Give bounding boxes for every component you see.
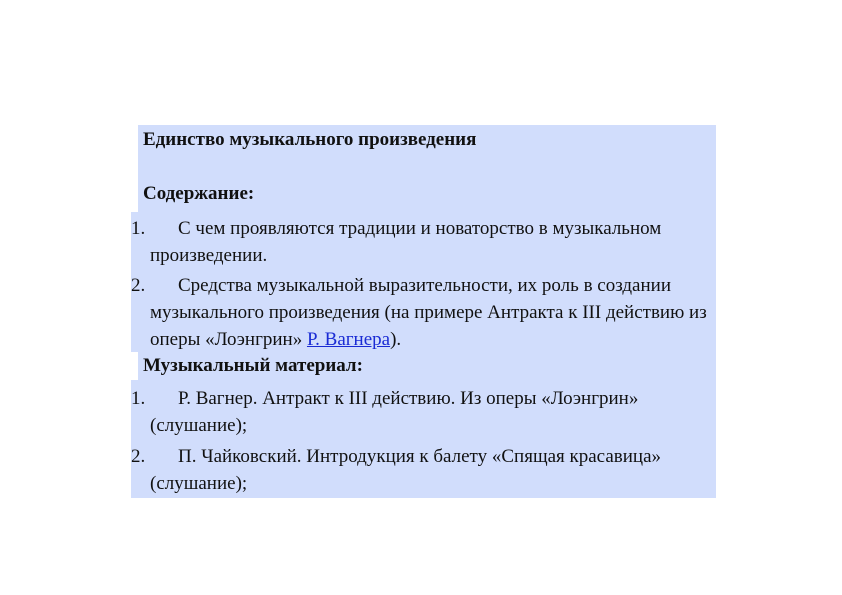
wagner-link[interactable]: Р. Вагнера bbox=[306, 329, 391, 350]
material-list-item bbox=[131, 385, 716, 439]
list-item-text-before-link: Средства музыкальной выразительности, их роль в создании музыкального произведения (на примере Антракта к III действию из оперы «Лоэнгрин» bbox=[150, 275, 707, 350]
document-title: Единство музыкального произведения bbox=[143, 129, 477, 150]
list-item-text-after-link: ). bbox=[390, 329, 402, 350]
contents-list-item bbox=[131, 272, 716, 353]
list-item-text: С чем проявляются традиции и новаторство в музыкальном произведении. bbox=[150, 218, 662, 266]
contents-heading: Содержание: bbox=[143, 183, 255, 204]
list-item-number: 2. bbox=[131, 275, 146, 296]
list-item-number: 1. bbox=[131, 218, 146, 239]
material-list-item bbox=[131, 443, 716, 497]
material-heading: Музыкальный материал: bbox=[143, 355, 363, 376]
list-item-number: 1. bbox=[131, 388, 146, 409]
list-item-text: Р. Вагнер. Антракт к III действию. Из оперы «Лоэнгрин» (слушание); bbox=[150, 388, 639, 436]
contents-list-item bbox=[131, 215, 716, 269]
list-item-text bbox=[131, 272, 716, 353]
list-item-number: 2. bbox=[131, 446, 146, 467]
list-item-text: П. Чайковский. Интродукция к балету «Спящая красавица» (слушание); bbox=[150, 446, 661, 494]
